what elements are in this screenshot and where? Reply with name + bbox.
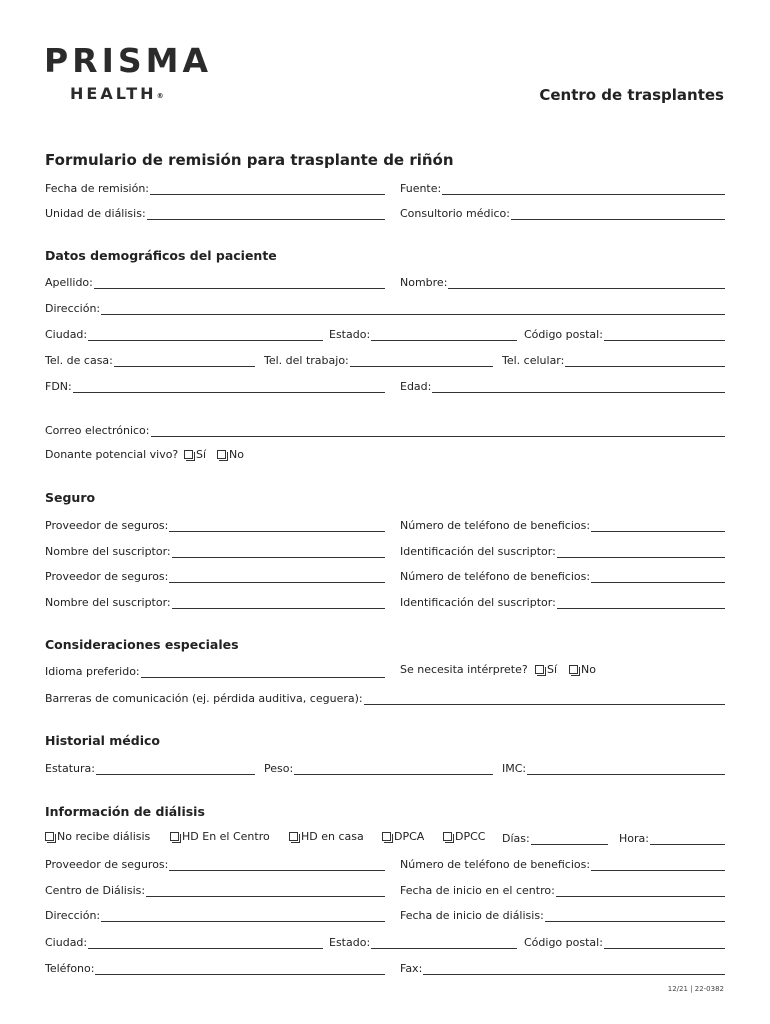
- dialisis-proveedor-line[interactable]: [169, 858, 385, 871]
- historial-row-1: [45, 760, 725, 776]
- fecha-inicio-dialisis-line[interactable]: [545, 909, 725, 922]
- identificacion-line[interactable]: [557, 596, 725, 609]
- identificacion-line[interactable]: [557, 545, 725, 558]
- section-dialisis: Información de diálisis: [45, 804, 205, 819]
- dialisis-row-4: [45, 907, 725, 923]
- codigo-postal-field[interactable]: [524, 326, 725, 341]
- hd-centro-label: HD En el Centro: [182, 830, 270, 843]
- barreras-label: Barreras de comunicación (ej. pérdida auditiva, ceguera):: [45, 692, 363, 705]
- dialisis-ciudad-label: Ciudad:: [45, 936, 88, 949]
- imc-line[interactable]: [527, 762, 725, 775]
- fdn-label: FDN:: [45, 380, 72, 393]
- peso-label: Peso:: [264, 762, 294, 775]
- section-demograficos: Datos demográficos del paciente: [45, 248, 277, 263]
- suscriptor-label: Nombre del suscriptor:: [45, 596, 171, 609]
- dialisis-codigo-postal-label: Código postal:: [524, 936, 603, 949]
- fuente-line[interactable]: [442, 182, 725, 195]
- nombre-label: Nombre:: [400, 276, 448, 289]
- estado-line[interactable]: [371, 328, 517, 341]
- checkbox-icon[interactable]: [184, 450, 193, 459]
- dpcc-label: DPCC: [455, 830, 486, 843]
- codigo-postal-line[interactable]: [604, 328, 725, 341]
- demo-row-5: [45, 378, 725, 394]
- apellido-label: Apellido:: [45, 276, 93, 289]
- numero-beneficios-label: Número de teléfono de beneficios:: [400, 570, 591, 583]
- checkbox-icon[interactable]: [170, 832, 179, 841]
- section-consideraciones: Consideraciones especiales: [45, 637, 239, 652]
- logo-wordmark-top: PRISMA: [44, 41, 213, 80]
- checkbox-icon[interactable]: [217, 450, 226, 459]
- donante-si-label: Sí: [196, 448, 207, 461]
- telefono-field[interactable]: [45, 960, 385, 975]
- dialisis-codigo-postal-field[interactable]: [524, 934, 725, 949]
- dialisis-numero-label: Número de teléfono de beneficios:: [400, 858, 591, 871]
- checkbox-icon[interactable]: [443, 832, 452, 841]
- fecha-inicio-centro-label: Fecha de inicio en el centro:: [400, 884, 555, 897]
- demo-row-3: [45, 326, 725, 342]
- dialisis-row-5: [45, 934, 725, 950]
- edad-line[interactable]: [432, 380, 725, 393]
- interprete-si-option[interactable]: [535, 663, 557, 676]
- interprete-question: Se necesita intérprete?: [400, 663, 528, 676]
- checkbox-icon[interactable]: [289, 832, 298, 841]
- identificacion-label: Identificación del suscriptor:: [400, 545, 556, 558]
- fecha-inicio-centro-line[interactable]: [556, 884, 725, 897]
- codigo-postal-label: Código postal:: [524, 328, 603, 341]
- estatura-label: Estatura:: [45, 762, 95, 775]
- dialisis-numero-field[interactable]: [400, 856, 725, 871]
- footer-code: 12/21 | 22-0382: [667, 985, 724, 993]
- dialisis-ciudad-line[interactable]: [88, 936, 323, 949]
- fax-field[interactable]: [400, 960, 725, 975]
- no-recibe-option[interactable]: [45, 830, 150, 843]
- edad-field[interactable]: [400, 378, 725, 393]
- tel-trabajo-label: Tel. del trabajo:: [264, 354, 349, 367]
- interprete-si-label: Sí: [547, 663, 558, 676]
- tel-trabajo-line[interactable]: [350, 354, 493, 367]
- donante-no-option[interactable]: [217, 448, 244, 461]
- direccion-label: Dirección:: [45, 302, 101, 315]
- dialisis-row-3: [45, 882, 725, 898]
- barreras-line[interactable]: [364, 692, 725, 705]
- demo-row-4: [45, 352, 725, 368]
- tel-celular-field[interactable]: [502, 352, 725, 367]
- donante-si-option[interactable]: [184, 448, 206, 461]
- hd-centro-option[interactable]: [170, 830, 270, 843]
- nombre-line[interactable]: [448, 276, 725, 289]
- fax-line[interactable]: [423, 962, 725, 975]
- dialisis-estado-field[interactable]: [329, 934, 517, 949]
- fecha-remision-line[interactable]: [150, 182, 385, 195]
- logo-wordmark-bottom: [70, 84, 164, 103]
- ciudad-line[interactable]: [88, 328, 323, 341]
- seguro-row-1: [45, 517, 725, 533]
- suscriptor-label: Nombre del suscriptor:: [45, 545, 171, 558]
- edad-label: Edad:: [400, 380, 432, 393]
- suscriptor-line[interactable]: [172, 596, 385, 609]
- telefono-label: Teléfono:: [45, 962, 95, 975]
- hd-casa-option[interactable]: [289, 830, 364, 843]
- unidad-dialisis-line[interactable]: [147, 207, 385, 220]
- numero-beneficios-line[interactable]: [591, 570, 725, 583]
- fdn-line[interactable]: [73, 380, 385, 393]
- fecha-inicio-dialisis-field[interactable]: [400, 907, 725, 922]
- idioma-label: Idioma preferido:: [45, 665, 140, 678]
- fuente-field[interactable]: [400, 180, 725, 195]
- apellido-field[interactable]: [45, 274, 385, 289]
- center-title: Centro de trasplantes: [539, 86, 724, 104]
- dialisis-ciudad-field[interactable]: [45, 934, 323, 949]
- centro-dialisis-field[interactable]: [45, 882, 385, 897]
- dialisis-numero-line[interactable]: [591, 858, 725, 871]
- numero-beneficios-1-field[interactable]: [400, 517, 725, 532]
- interprete-no-label: No: [581, 663, 596, 676]
- correo-line[interactable]: [151, 424, 726, 437]
- nombre-suscriptor-1-field[interactable]: [45, 543, 385, 558]
- fecha-remision-label: Fecha de remisión:: [45, 182, 150, 195]
- suscriptor-line[interactable]: [172, 545, 385, 558]
- tel-casa-field[interactable]: [45, 352, 255, 367]
- proveedor-seguros-1-field[interactable]: [45, 517, 385, 532]
- checkbox-icon[interactable]: [535, 665, 544, 674]
- seguro-row-2: [45, 543, 725, 559]
- dialisis-direccion-line[interactable]: [101, 909, 385, 922]
- donante-question: Donante potencial vivo?: [45, 448, 179, 461]
- nombre-suscriptor-2-field[interactable]: [45, 594, 385, 609]
- tel-casa-label: Tel. de casa:: [45, 354, 113, 367]
- telefono-line[interactable]: [95, 962, 385, 975]
- section-historial: Historial médico: [45, 733, 161, 748]
- tel-casa-line[interactable]: [114, 354, 255, 367]
- consultorio-label: Consultorio médico:: [400, 207, 510, 220]
- referral-row-2: [45, 205, 725, 221]
- barreras-field[interactable]: [45, 690, 725, 705]
- prisma-health-logo: [44, 41, 213, 104]
- fuente-label: Fuente:: [400, 182, 442, 195]
- demo-row-6: [45, 422, 725, 438]
- dias-field[interactable]: [502, 830, 608, 845]
- imc-field[interactable]: [502, 760, 725, 775]
- dialisis-direccion-label: Dirección:: [45, 909, 101, 922]
- fecha-inicio-dialisis-label: Fecha de inicio de diálisis:: [400, 909, 544, 922]
- logo-health-text: HEALTH: [70, 84, 157, 103]
- dias-label: Días:: [502, 832, 530, 845]
- estado-field[interactable]: [329, 326, 517, 341]
- fdn-field[interactable]: [45, 378, 385, 393]
- direccion-field[interactable]: [45, 300, 725, 315]
- dialisis-direccion-field[interactable]: [45, 907, 385, 922]
- estado-label: Estado:: [329, 328, 371, 341]
- dialisis-proveedor-field[interactable]: [45, 856, 385, 871]
- hora-line[interactable]: [650, 832, 725, 845]
- interprete-no-option[interactable]: [569, 663, 596, 676]
- direccion-line[interactable]: [101, 302, 725, 315]
- consideraciones-row-2: [45, 690, 725, 706]
- no-recibe-label: No recibe diálisis: [57, 830, 151, 843]
- idioma-line[interactable]: [141, 665, 385, 678]
- imc-label: IMC:: [502, 762, 527, 775]
- dias-line[interactable]: [531, 832, 608, 845]
- demo-row-1: [45, 274, 725, 290]
- dialisis-estado-line[interactable]: [371, 936, 517, 949]
- referral-row-1: [45, 180, 725, 196]
- hora-label: Hora:: [619, 832, 649, 845]
- checkbox-icon[interactable]: [569, 665, 578, 674]
- dialisis-row-6: [45, 960, 725, 976]
- centro-dialisis-label: Centro de Diálisis:: [45, 884, 146, 897]
- identificacion-1-field[interactable]: [400, 543, 725, 558]
- registered-mark: ®: [156, 92, 164, 100]
- estatura-line[interactable]: [96, 762, 255, 775]
- fecha-remision-field[interactable]: [45, 180, 385, 195]
- identificacion-2-field[interactable]: [400, 594, 725, 609]
- proveedor-line[interactable]: [169, 570, 385, 583]
- correo-label: Correo electrónico:: [45, 424, 150, 437]
- dialisis-estado-label: Estado:: [329, 936, 371, 949]
- numero-beneficios-label: Número de teléfono de beneficios:: [400, 519, 591, 532]
- demo-row-2: [45, 300, 725, 316]
- unidad-dialisis-field[interactable]: [45, 205, 385, 220]
- dialisis-options-row: [45, 830, 725, 846]
- centro-dialisis-line[interactable]: [146, 884, 385, 897]
- proveedor-seguros-2-field[interactable]: [45, 568, 385, 583]
- fax-label: Fax:: [400, 962, 423, 975]
- identificacion-label: Identificación del suscriptor:: [400, 596, 556, 609]
- demo-row-7: [45, 448, 725, 464]
- tel-celular-label: Tel. celular:: [502, 354, 565, 367]
- consultorio-field[interactable]: [400, 205, 725, 220]
- dpca-option[interactable]: [382, 830, 424, 843]
- tel-trabajo-field[interactable]: [264, 352, 493, 367]
- consultorio-line[interactable]: [511, 207, 725, 220]
- idioma-field[interactable]: [45, 663, 385, 678]
- proveedor-line[interactable]: [169, 519, 385, 532]
- peso-field[interactable]: [264, 760, 493, 775]
- fecha-inicio-centro-field[interactable]: [400, 882, 725, 897]
- numero-beneficios-line[interactable]: [591, 519, 725, 532]
- dialisis-proveedor-label: Proveedor de seguros:: [45, 858, 169, 871]
- dpcc-option[interactable]: [443, 830, 485, 843]
- proveedor-label: Proveedor de seguros:: [45, 519, 169, 532]
- dialisis-row-2: [45, 856, 725, 872]
- numero-beneficios-2-field[interactable]: [400, 568, 725, 583]
- proveedor-label: Proveedor de seguros:: [45, 570, 169, 583]
- ciudad-field[interactable]: [45, 326, 323, 341]
- dpca-label: DPCA: [394, 830, 425, 843]
- seguro-row-3: [45, 568, 725, 584]
- checkbox-icon[interactable]: [45, 832, 54, 841]
- apellido-line[interactable]: [94, 276, 385, 289]
- nombre-field[interactable]: [400, 274, 725, 289]
- section-seguro: Seguro: [45, 490, 96, 505]
- unidad-dialisis-label: Unidad de diálisis:: [45, 207, 146, 220]
- donante-no-label: No: [229, 448, 244, 461]
- hd-casa-label: HD en casa: [301, 830, 364, 843]
- peso-line[interactable]: [294, 762, 493, 775]
- hora-field[interactable]: [619, 830, 725, 845]
- tel-celular-line[interactable]: [565, 354, 725, 367]
- ciudad-label: Ciudad:: [45, 328, 88, 341]
- seguro-row-4: [45, 594, 725, 610]
- estatura-field[interactable]: [45, 760, 255, 775]
- form-title: Formulario de remisión para trasplante de riñón: [45, 151, 454, 169]
- checkbox-icon[interactable]: [382, 832, 391, 841]
- correo-field[interactable]: [45, 422, 725, 437]
- dialisis-codigo-postal-line[interactable]: [604, 936, 725, 949]
- consideraciones-row-1: [45, 663, 725, 679]
